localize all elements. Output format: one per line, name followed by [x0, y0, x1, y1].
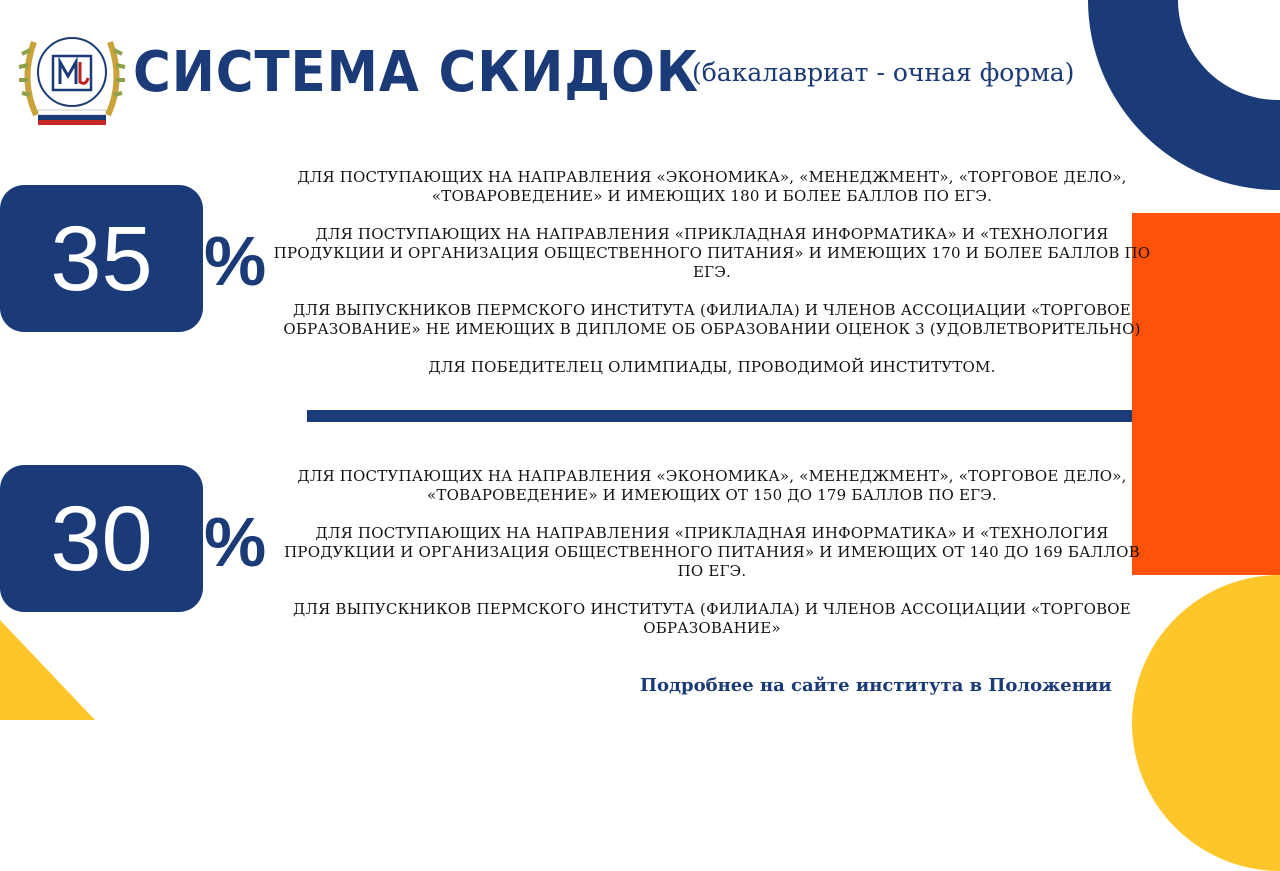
discount-value: 30: [50, 487, 153, 590]
decorative-yellow-corner: [0, 620, 95, 720]
condition-item: ДЛЯ ПОСТУПАЮЩИХ НА НАПРАВЛЕНИЯ «ПРИКЛАДНАЯ ИНФОРМАТИКА» И «ТЕХНОЛОГИЯ ПРОДУКЦИИ И ОРГАНИЗАЦИЯ ОБЩЕСТВЕННОГО ПИТАНИЯ» И ИМЕЮЩИХ ОТ 140 ДО 169 БАЛЛОВ ПО ЕГЭ.: [284, 524, 1140, 580]
section-divider: [307, 410, 1132, 422]
condition-item: ДЛЯ ВЫПУСКНИКОВ ПЕРМСКОГО ИНСТИТУТА (ФИЛИАЛА) И ЧЛЕНОВ АССОЦИАЦИИ «ТОРГОВОЕ ОБРАЗОВАНИЕ» НЕ ИМЕЮЩИХ В ДИПЛОМЕ ОБ ОБРАЗОВАНИИ ОЦЕНОК 3 (УДОВЛЕТВОРИТЕЛЬНО): [283, 301, 1141, 338]
page-title: СИСТЕМА СКИДОК: [133, 40, 699, 105]
condition-item: ДЛЯ ПОСТУПАЮЩИХ НА НАПРАВЛЕНИЯ «ЭКОНОМИКА», «МЕНЕДЖМЕНТ», «ТОРГОВОЕ ДЕЛО», «ТОВАРОВЕДЕНИЕ» И ИМЕЮЩИХ 180 И БОЛЕЕ БАЛЛОВ ПО ЕГЭ.: [297, 168, 1127, 205]
percent-sign: %: [204, 222, 267, 300]
footer-note: Подробнее на сайте института в Положении: [640, 675, 1112, 696]
discount-35-conditions: [272, 168, 1152, 377]
decorative-orange-block: [1132, 213, 1280, 575]
discount-badge-35: [0, 185, 203, 332]
discount-badge-30: [0, 465, 203, 612]
decorative-yellow-circle: [1132, 575, 1280, 871]
condition-item: ДЛЯ ВЫПУСКНИКОВ ПЕРМСКОГО ИНСТИТУТА (ФИЛИАЛА) И ЧЛЕНОВ АССОЦИАЦИИ «ТОРГОВОЕ ОБРАЗОВАНИЕ»: [293, 600, 1131, 637]
condition-item: ДЛЯ ПОСТУПАЮЩИХ НА НАПРАВЛЕНИЯ «ЭКОНОМИКА», «МЕНЕДЖМЕНТ», «ТОРГОВОЕ ДЕЛО», «ТОВАРОВЕДЕНИЕ» И ИМЕЮЩИХ ОТ 150 ДО 179 БАЛЛОВ ПО ЕГЭ.: [297, 467, 1127, 504]
percent-sign: %: [204, 503, 267, 581]
page-subtitle: (бакалавриат - очная форма): [692, 58, 1075, 87]
discount-value: 35: [50, 207, 153, 310]
discount-30-conditions: [272, 467, 1152, 638]
condition-item: ДЛЯ ПОСТУПАЮЩИХ НА НАПРАВЛЕНИЯ «ПРИКЛАДНАЯ ИНФОРМАТИКА» И «ТЕХНОЛОГИЯ ПРОДУКЦИИ И ОРГАНИЗАЦИЯ ОБЩЕСТВЕННОГО ПИТАНИЯ» И ИМЕЮЩИХ 170 И БОЛЕЕ БАЛЛОВ ПО ЕГЭ.: [273, 225, 1151, 281]
university-emblem-icon: [16, 20, 128, 128]
condition-item: ДЛЯ ПОБЕДИТЕЛЕЦ ОЛИМПИАДЫ, ПРОВОДИМОЙ ИНСТИТУТОМ.: [428, 358, 996, 376]
